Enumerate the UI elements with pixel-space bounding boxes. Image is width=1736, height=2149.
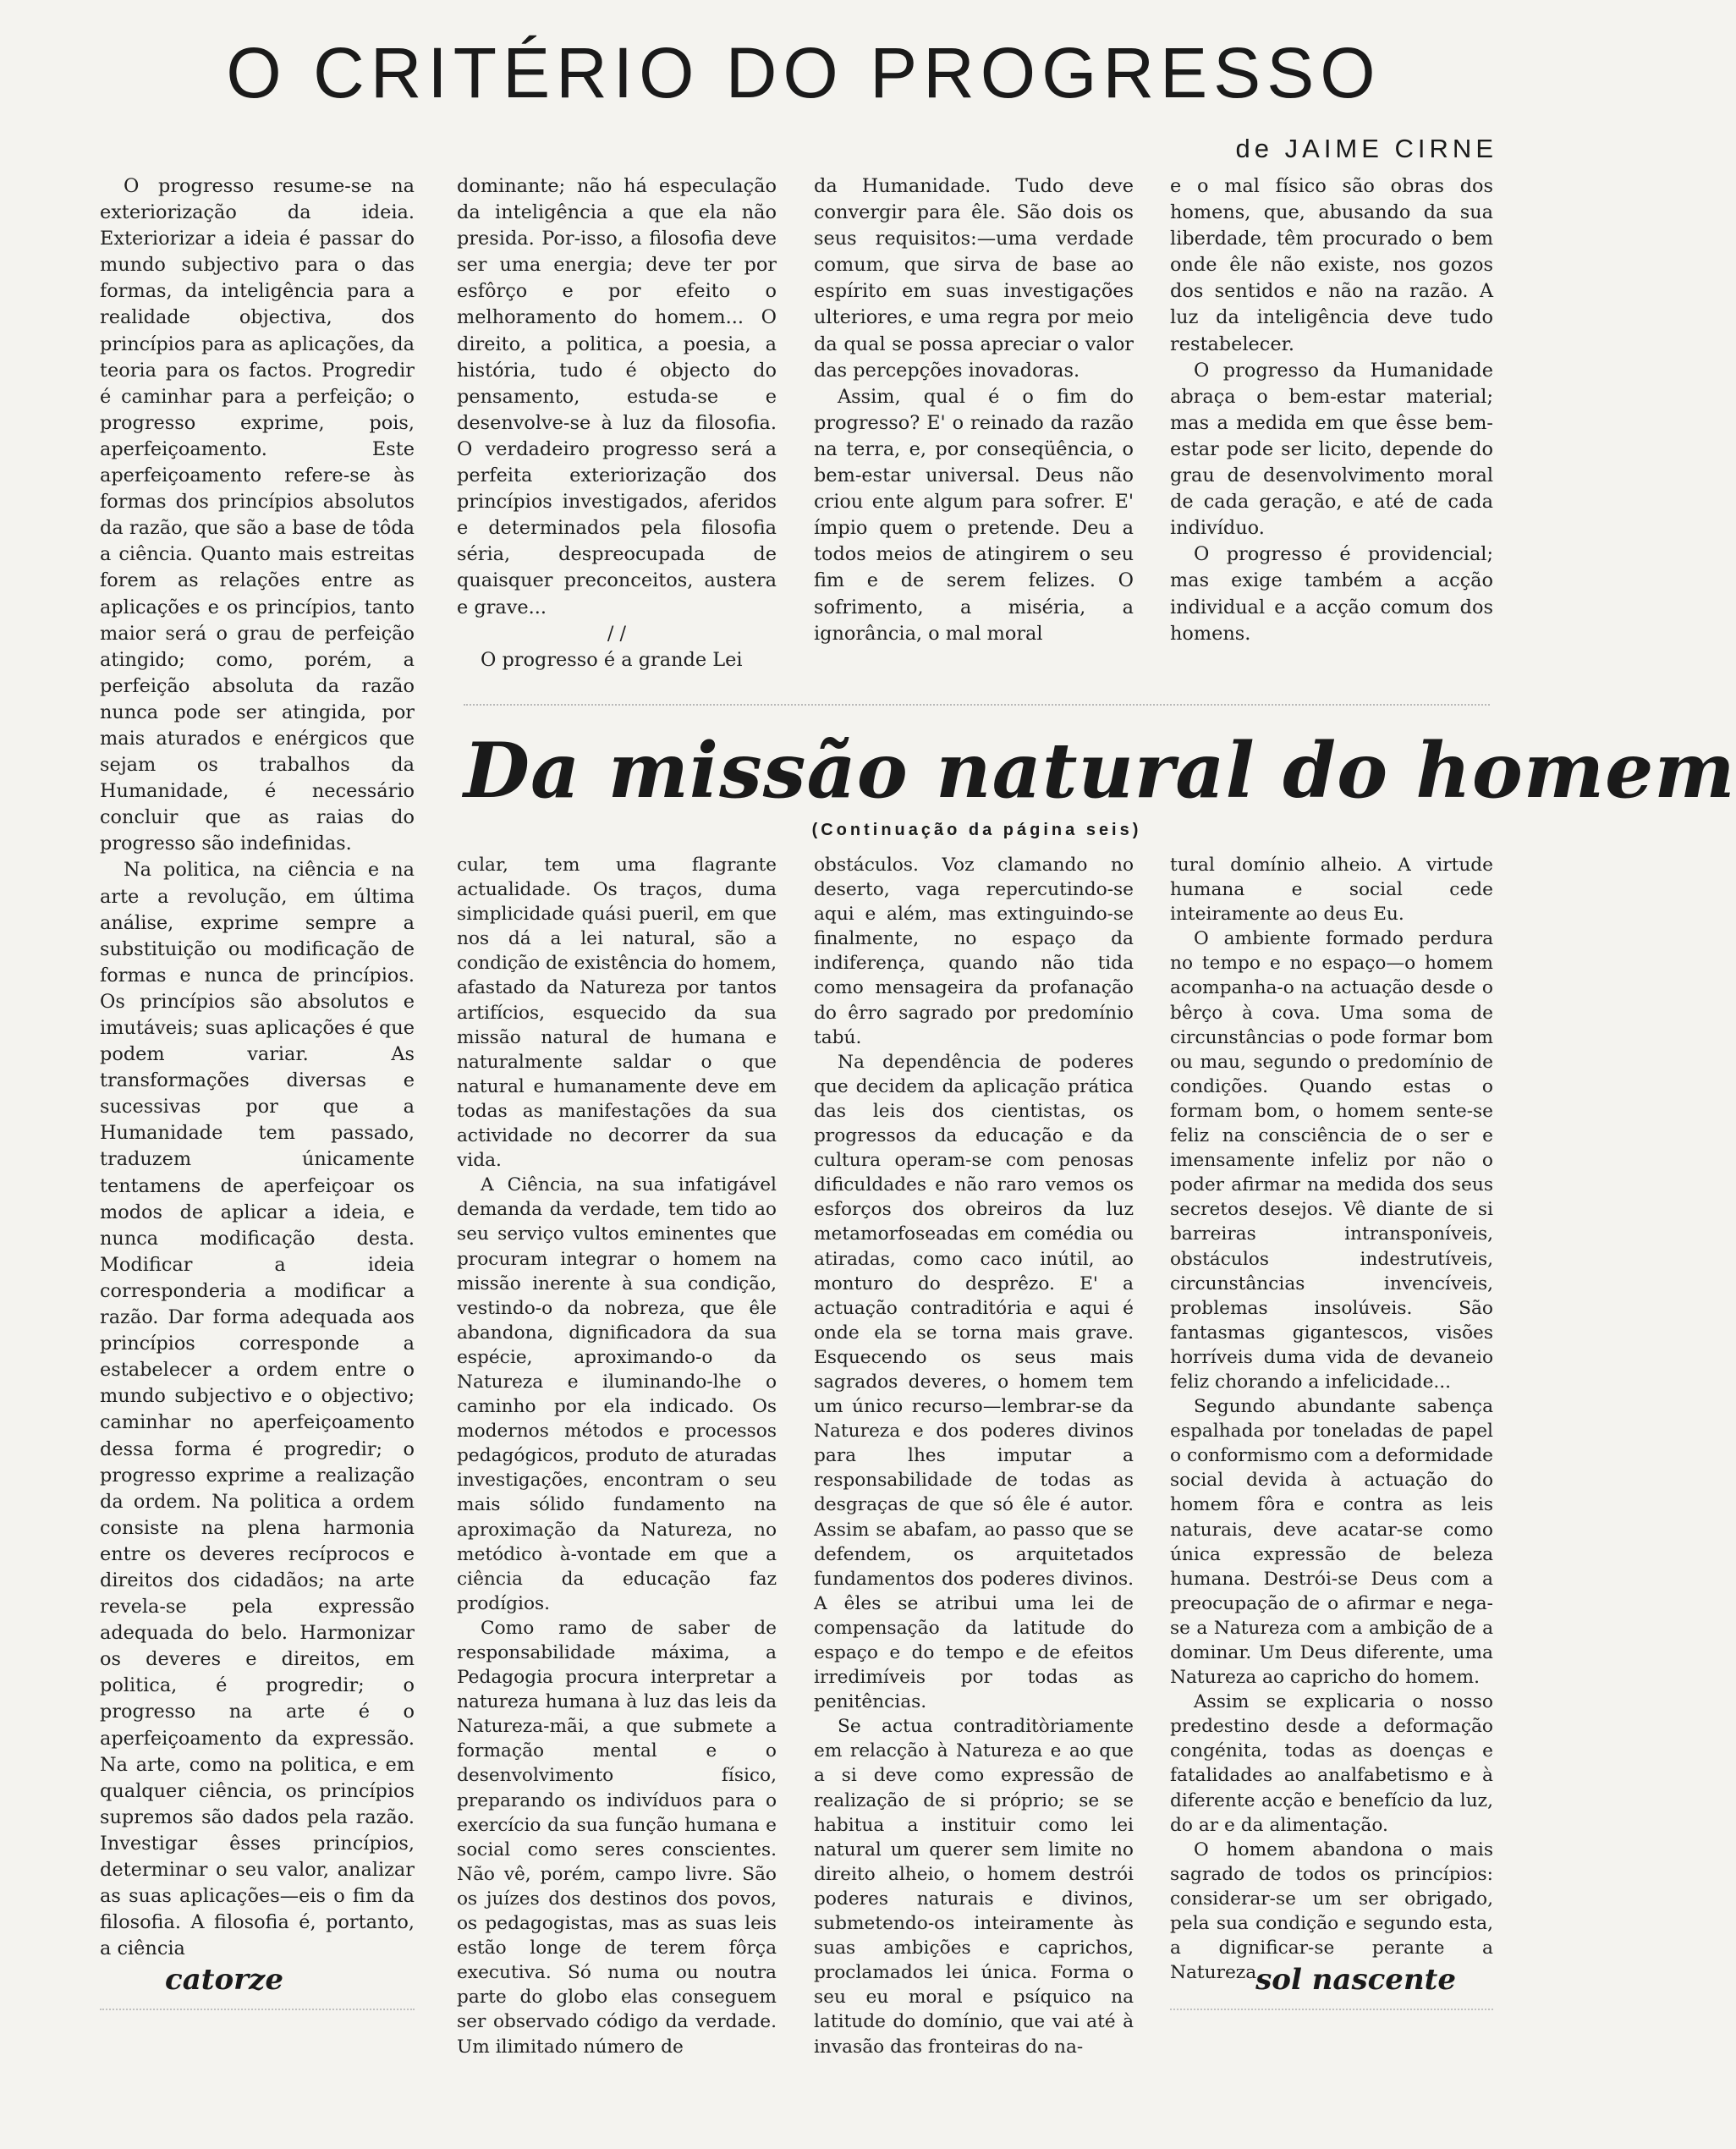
article1-column-4 <box>1170 173 1493 647</box>
paragraph: tural domínio alheio. A virtude humana e social cede inteiramente ao deus Eu. <box>1170 855 1493 926</box>
paragraph: Se actua contraditòriamente em relacção à Natureza e ao que a si deve como expressão de realização de si próprio; se se habitua a instituir como lei natural um querer sem limite no direito alheio, o homem destrói poderes naturais e divinos, submetendo-os inteiramente às suas ambições e caprichos, proclamados lei única. Forma o seu eu moral e psíquico na latitude do domínio, que vai até à invasão das fronteiras do na- <box>814 1716 1134 2058</box>
paragraph: O progresso é providencial; mas exige também a acção individual e a acção comum dos homens. <box>1170 543 1493 645</box>
article-byline: de JAIME CIRNE <box>1235 134 1497 163</box>
paragraph: O progresso é a grande Lei <box>481 648 743 671</box>
paragraph: Assim, qual é o fim do progresso? E' o reinado da razão na terra, e, por conseqüência, o bem-estar universal. Deus não criou ente algum para sofrer. E' ímpio quem o pretende. Deu a todos meios de atingirem o seu fim e de serem felizes. O sofrimento, a miséria, a ignorância, o mal moral <box>814 385 1134 645</box>
article2-column-2 <box>814 853 1134 2059</box>
paragraph: A Ciência, na sua infatigável demanda da verdade, tem tido ao seu serviço vultos eminentes que procuram integrar o homem na missão inerente à sua condição, vestindo-o da nobreza, que êle abandona, dignificadora da sua espécie, aproximando-o da Natureza e iluminando-lhe o caminho por ela indicado. Os modernos métodos e processos pedagógicos, produto de aturadas investigações, encontram o seu mais sólido fundamento na aproximação da Natureza, no metódico à-vontade em que a ciência da educação faz prodígios. <box>457 1174 777 1614</box>
magazine-name: sol nascente <box>1255 1963 1456 1997</box>
article2-title: Da missão natural do homem <box>464 726 1736 816</box>
paragraph: e o mal físico são obras dos homens, que, abusando da sua liberdade, têm procurado o bem onde êle não existe, nos gozos dos sentidos e não na razão. A luz da inteligência deve tudo restabelecer. <box>1170 175 1493 355</box>
paragraph: O progresso resume-se na exteriorização da ideia. Exteriorizar a ideia é passar do mundo subjectivo para o das formas, da inteligência para a realidade objectiva, dos princípios para as aplicações, da teoria para os factos. Progredir é caminhar para a perfeição; o progresso exprime, pois, aperfeiçoamento. Este aperfeiçoamento refere-se às formas dos princípios absolutos da razão, que são a base de tôda a ciência. Quanto mais estreitas forem as relações entre as aplicações e os princípios, tanto maior será o grau de perfeição atingido; como, porém, a perfeição absoluta da razão nunca pode ser atingida, por mais aturados e enérgicos que sejam os trabalhos da Humanidade, é necessário concluir que as raias do progresso são indefinidas. <box>100 175 415 855</box>
section-divider <box>464 704 1490 707</box>
paragraph: Na politica, na ciência e na arte a revolução, em última análise, exprime sempre a substituição ou modificação de formas e nunca de princípios. Os princípios são absolutos e imutáveis; suas aplicações é que podem variar. As transformações diversas e sucessivas por que a Humanidade tem passado, traduzem únicamente tentamens de aperfeiçoar os modos de aplicar a ideia, e nunca modificação desta. Modificar a ideia corresponderia a modificar a razão. Dar forma adequada aos princípios corresponde a estabelecer a ordem entre o mundo subjectivo e o objectivo; caminhar no aperfeiçoamento dessa forma é progredir; o progresso exprime a realização da ordem. Na politica a ordem consiste na plena harmonia entre os deveres recíprocos e direitos dos cidadãos; na arte revela-se pela expressão adequada do belo. Harmonizar os deveres e direitos, em politica, é progredir; o progresso na arte é o aperfeiçoamento da expressão. Na arte, como na politica, e em qualquer ciência, os princípios supremos são dados pela razão. Investigar êsses princípios, determinar o seu valor, analizar as suas aplicações—eis o fim da filosofia. A filosofia é, portanto, a ciência <box>100 859 415 1960</box>
continuation-note: (Continuação da página seis) <box>811 821 1142 839</box>
article1-column-3 <box>814 173 1134 647</box>
footer-rule-left <box>100 2009 415 2012</box>
paragraph: obstáculos. Voz clamando no deserto, vaga repercutindo-se aqui e além, mas extinguindo-se finalmente, no espaço da indiferença, quando não tida como mensageira da profanação do êrro sagrado por predomínio tabú. <box>814 855 1134 1048</box>
article-title: O CRITÉRIO DO PROGRESSO <box>226 33 1382 113</box>
paragraph: dominante; não há especulação da inteligência a que ela não presida. Por-isso, a filosofia deve ser uma energia; deve ter por esfôrço e por efeito o melhoramento do homem... O direito, a politica, a poesia, a história, tudo é objecto do pensamento, estuda-se e desenvolve-se à luz da filosofia. O verdadeiro progresso será a perfeita exteriorização dos princípios investigados, aferidos e determinados pela filosofia séria, despreocupada de quaisquer preconceitos, austera e grave... <box>457 175 777 618</box>
paragraph: Na dependência de poderes que decidem da aplicação prática das leis dos cientistas, os progressos da educação e da cultura operam-se com penosas dificuldades e não raro vemos os esforços dos obreiros da luz metamorfoseadas em comédia ou atiradas, como caco inútil, ao monturo do desprêzo. E' a actuação contraditória e aqui é onde ela se torna mais grave. Esquecendo os seus mais sagrados deveres, o homem tem um único recurso—lembrar-se da Natureza e dos poderes divinos para lhes imputar a responsabilidade de todas as desgraças de que só êle é autor. Assim se abafam, ao passo que se defendem, os arquitetados fundamentos dos poderes divinos. A êles se atribui uma lei de compensação da latitude do espaço e do tempo e de efeitos irredimíveis por todas as penitências. <box>814 1051 1134 1713</box>
article1-column-1 <box>100 173 415 1962</box>
paragraph: cular, tem uma flagrante actualidade. Os traços, duma simplicidade quási pueril, em que nos dá a lei natural, são a condição de existência do homem, afastado da Natureza por tantos artifícios, esquecido da sua missão natural de humana e naturalmente saldar o que natural e humanamente deve em todas as manifestações da sua actividade no decorrer da sua vida. <box>457 855 777 1172</box>
paragraph: Como ramo de saber de responsabilidade máxima, a Pedagogia procura interpretar a natureza humana à luz das leis da Natureza-mãi, a que submete a formação mental e o desenvolvimento físico, preparando os indivíduos para o exercício da sua função humana e social como seres conscientes. Não vê, porém, campo livre. São os juízes dos destinos dos povos, os pedagogistas, mas as suas leis estão longe de terem fôrça executiva. Só numa ou noutra parte do globo elas conseguem ser observado código da verdade. Um ilimitado número de <box>457 1617 777 2058</box>
paragraph: O ambiente formado perdura no tempo e no espaço—o homem acompanha-o na actuação desde o bêrço à cova. Uma soma de circunstâncias o pode formar bom ou mau, segundo o predomínio de condições. Quando estas o formam bom, o homem sente-se feliz na consciência de o ser e imensamente infeliz por não o poder afirmar na medida dos seus secretos desejos. Vê diante de si barreiras intransponíveis, obstáculos indestrutíveis, circunstâncias invencíveis, problemas insolúveis. São fantasmas gigantescos, visões horríveis duma vida de devaneio feliz chorando a infelicidade... <box>1170 928 1493 1393</box>
article2-column-3 <box>1170 853 1493 1985</box>
page-number-word: catorze <box>165 1963 283 1997</box>
article2-column-1 <box>457 853 777 2059</box>
paragraph: Segundo abundante sabença espalhada por toneladas de papel o conformismo com a deformidade social devida à actuação do homem fôra e contra as leis naturais, deve acatar-se como única expressão de beleza humana. Destrói-se Deus com a preocupação de o afirmar e nega-se a Natureza com a ambição de a dominar. Um Deus diferente, uma Natureza ao capricho do homem. <box>1170 1396 1493 1689</box>
paragraph: O progresso da Humanidade abraça o bem-estar material; mas a medida em que êsse bem-estar pode ser licito, depende do grau de desenvolvimento moral de cada geração, e até de cada indivíduo. <box>1170 359 1493 540</box>
paragraph: Assim se explicaria o nosso predestino desde a deformação congénita, todas as doenças e fatalidades ao analfabetismo e à diferente acção e benefício da luz, do ar e da alimentação. <box>1170 1691 1493 1836</box>
section-break-mark: / / <box>607 622 627 645</box>
article1-column-2 <box>457 173 777 673</box>
paragraph: da Humanidade. Tudo deve convergir para êle. São dois os seus requisitos:—uma verdade comum, que sirva de base ao espírito em suas investigações ulteriores, e uma regra por meio da qual se possa apreciar o valor das percepções inovadoras. <box>814 175 1134 382</box>
footer-rule-right <box>1170 2009 1493 2012</box>
paragraph: O homem abandona o mais sagrado de todos os princípios: considerar-se um ser obrigado, pela sua condição e segundo esta, a dignificar-se perante a Natureza. <box>1170 1838 1493 1984</box>
